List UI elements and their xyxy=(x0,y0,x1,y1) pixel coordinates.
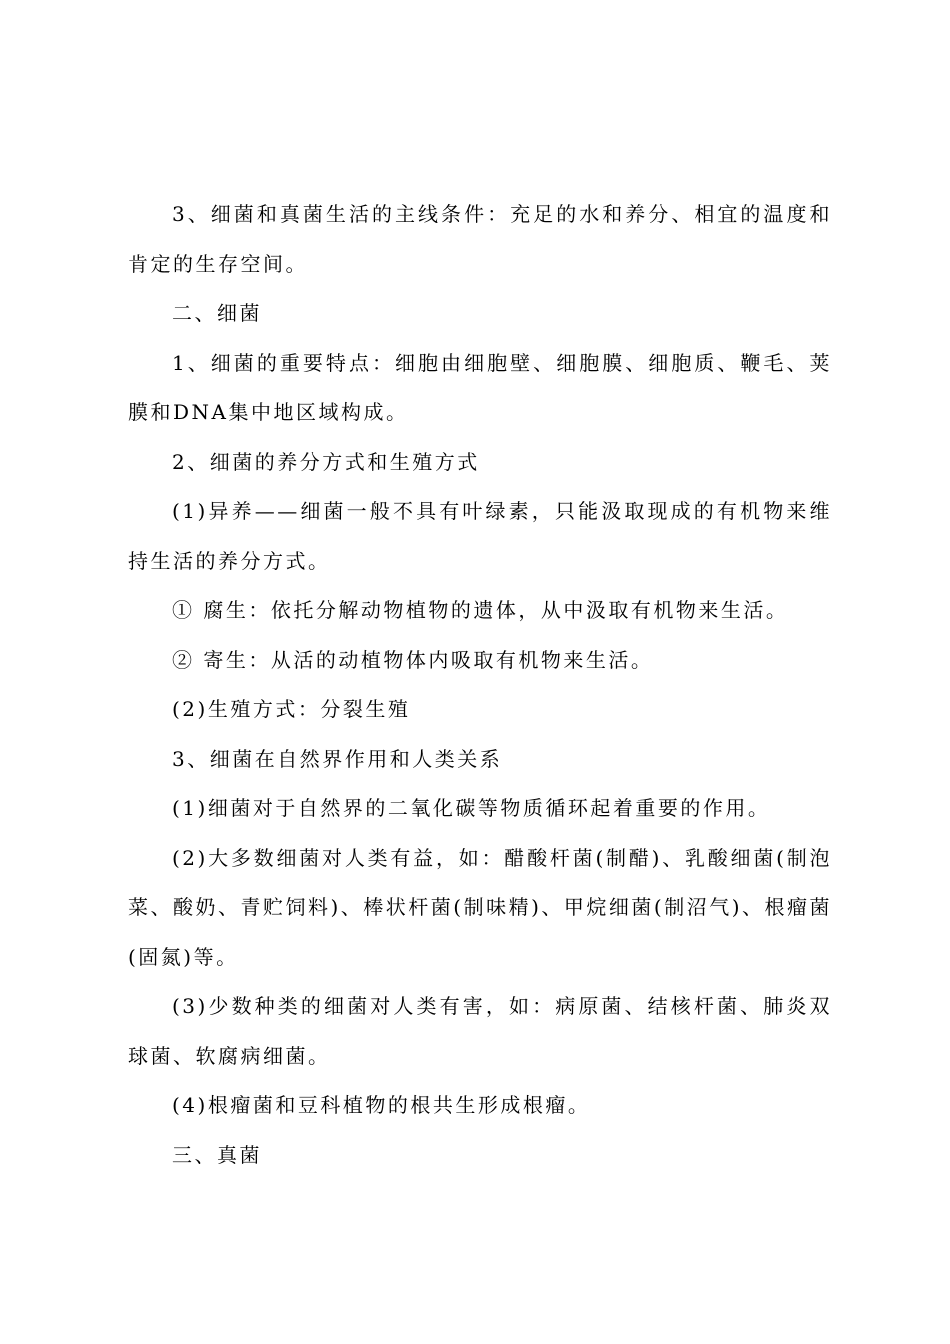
paragraph-heterotrophy: (1)异养——细菌一般不具有叶绿素，只能汲取现成的有机物来维持生活的养分方式。 xyxy=(128,499,832,573)
paragraph-saprophytism: ① 腐生：依托分解动物植物的遗体，从中汲取有机物来生活。 xyxy=(172,598,789,622)
paragraph-growth-conditions: 3、细菌和真菌生活的主线条件：充足的水和养分、相宜的温度和肯定的生存空间。 xyxy=(128,202,832,276)
paragraph-root-nodules: (4)根瘤菌和豆科植物的根共生形成根瘤。 xyxy=(172,1093,591,1117)
heading-bacteria: 二、细菌 xyxy=(172,301,262,325)
paragraph-parasitism: ② 寄生：从活的动植物体内吸取有机物来生活。 xyxy=(172,647,654,672)
heading-fungi: 三、真菌 xyxy=(172,1142,262,1167)
paragraph-bacteria-features: 1、细菌的重要特点：细胞由细胞壁、细胞膜、细胞质、鞭毛、荚膜和DNA集中地区域构成。 xyxy=(128,350,832,424)
paragraph-beneficial-bacteria: (2)大多数细菌对人类有益，如：醋酸杆菌(制醋)、乳酸细菌(制泡菜、酸奶、青贮饲料)、棒状杆菌(制味精)、甲烷细菌(制沼气)、根瘤菌(固氮)等。 xyxy=(128,845,833,969)
paragraph-harmful-bacteria: (3)少数种类的细菌对人类有害，如：病原菌、结核杆菌、肺炎双球菌、软腐病细菌。 xyxy=(128,994,832,1068)
paragraph-reproduction: (2)生殖方式：分裂生殖 xyxy=(172,697,411,721)
document-body xyxy=(128,190,832,1180)
subheading-role-and-relation: 3、细菌在自然界作用和人类关系 xyxy=(172,746,503,771)
paragraph-carbon-cycle: (1)细菌对于自然界的二氧化碳等物质循环起着重要的作用。 xyxy=(172,796,771,820)
subheading-nutrition-reproduction: 2、细菌的养分方式和生殖方式 xyxy=(172,449,480,474)
